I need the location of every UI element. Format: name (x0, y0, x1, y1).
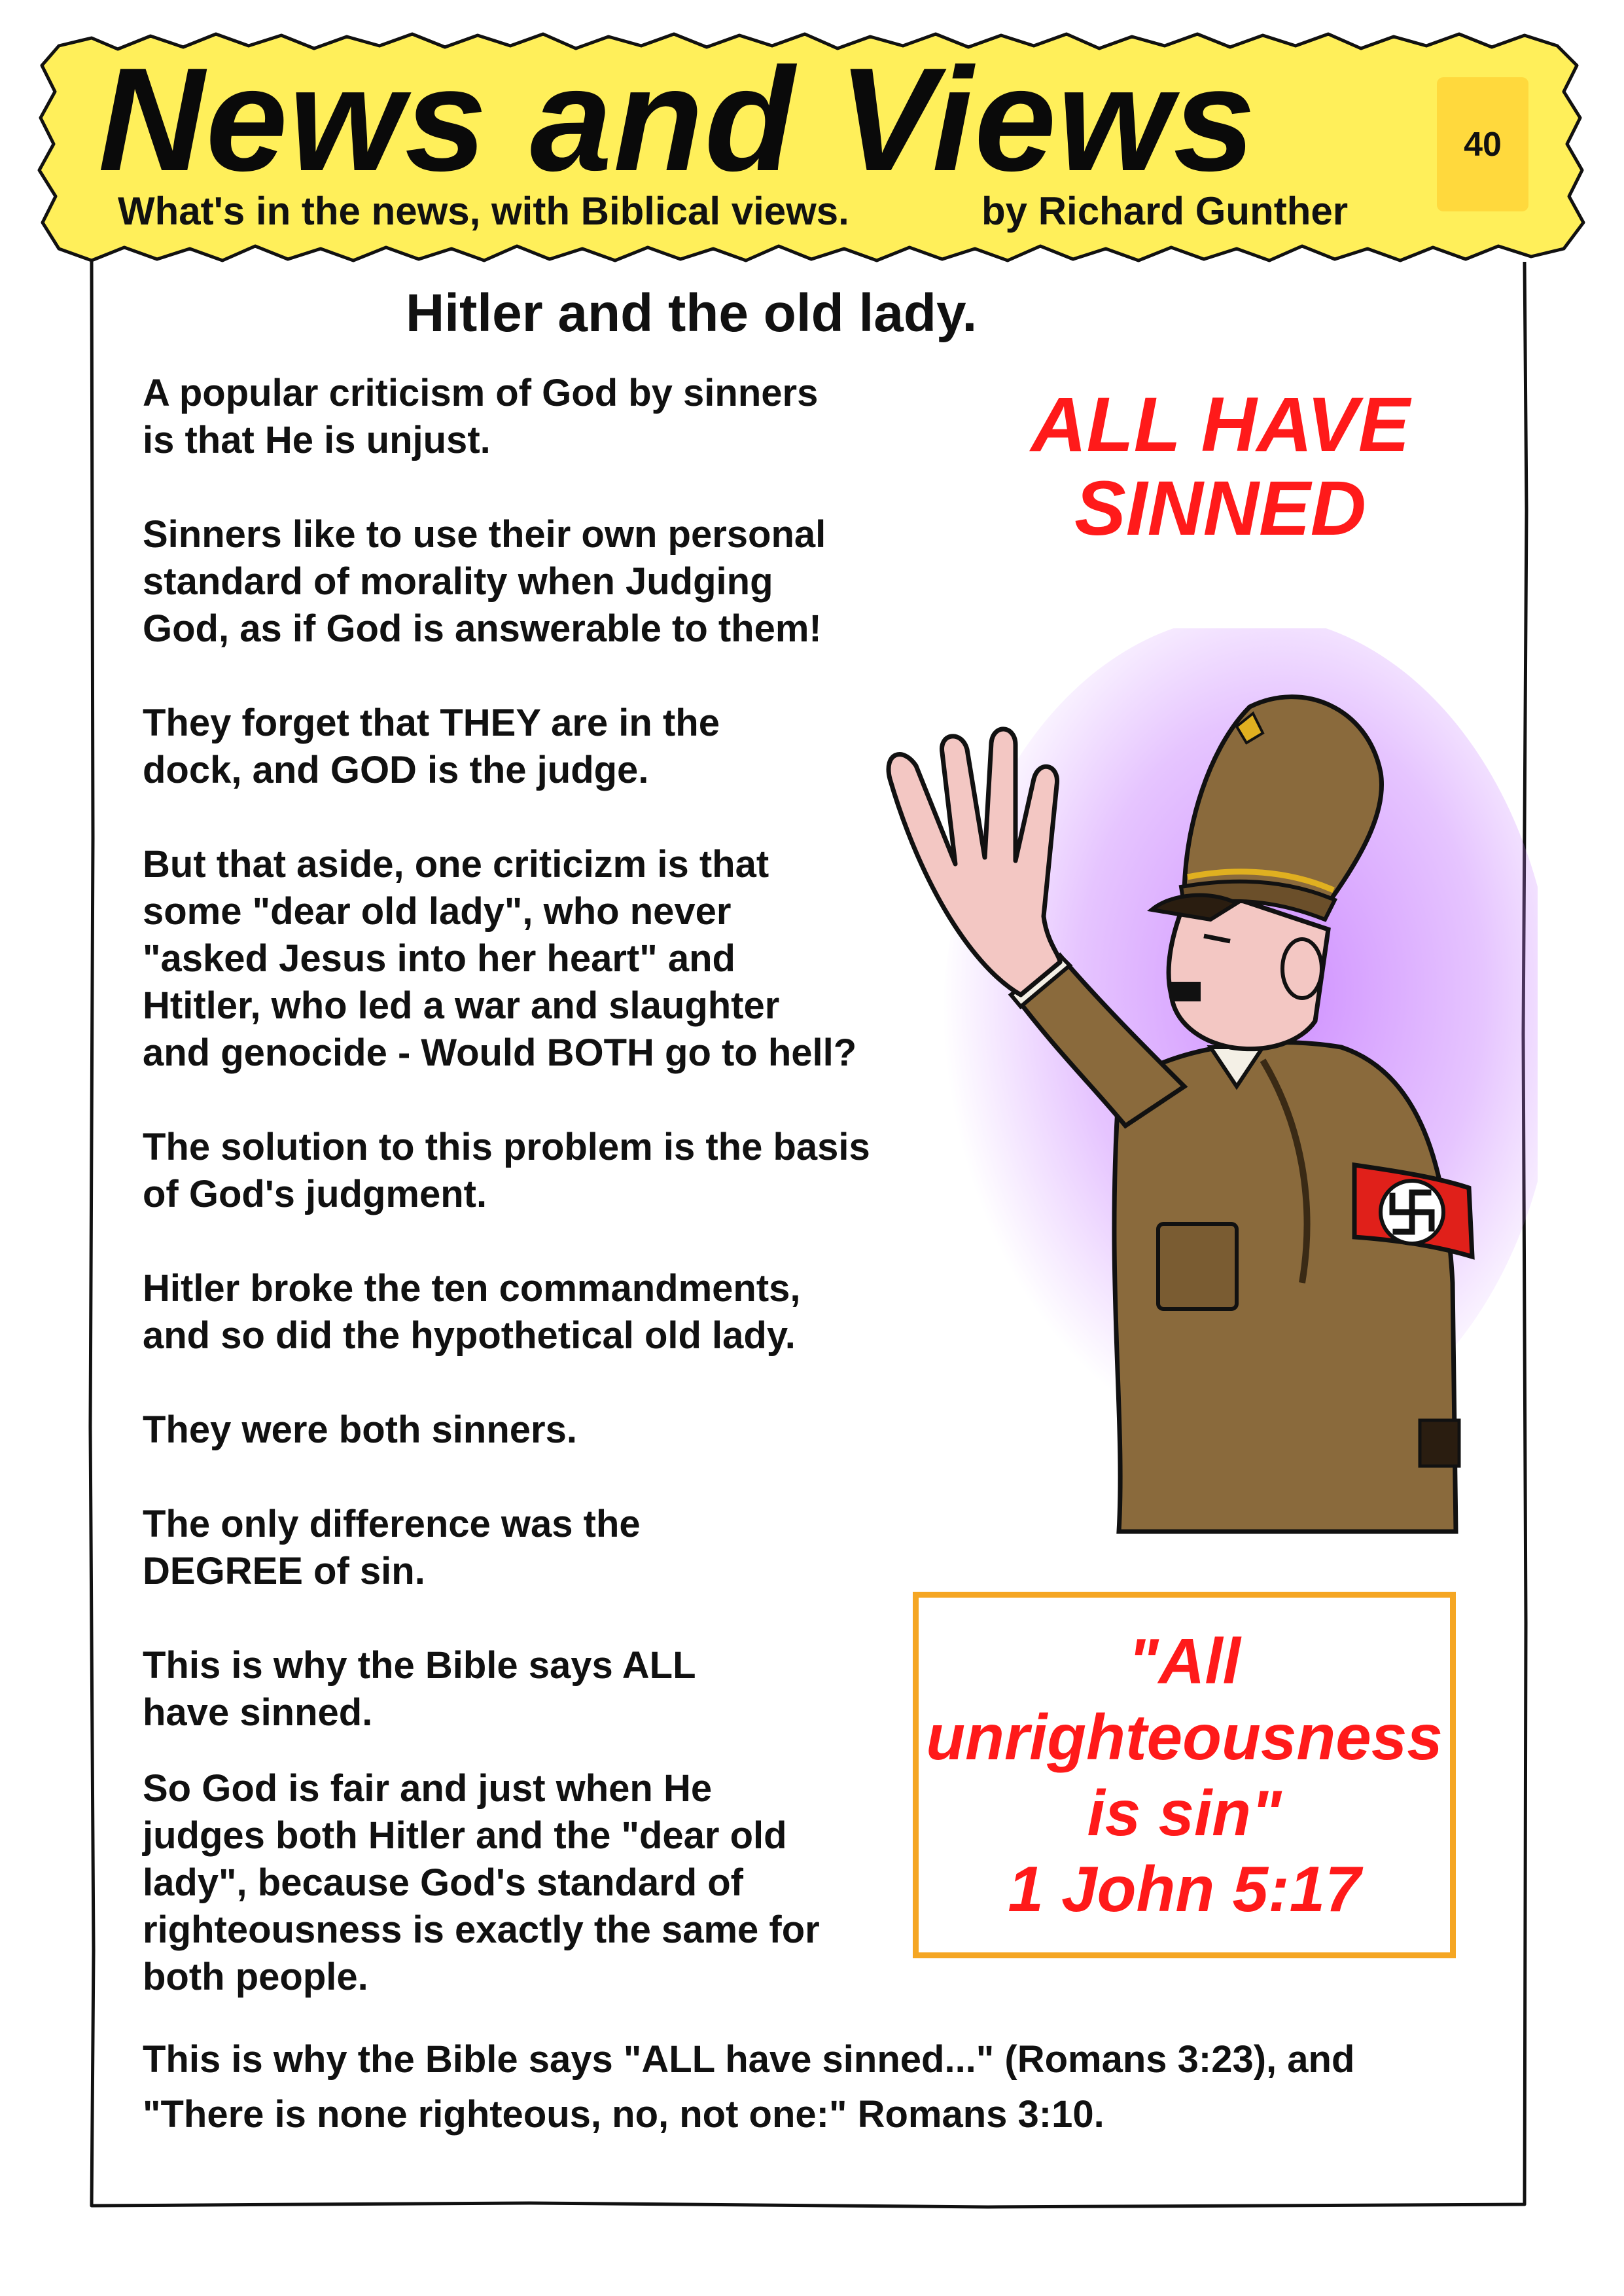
closing-paragraph: This is why the Bible says "ALL have sinned..." (Romans 3:23), and "There is none righteous, no, not one:" Romans 3:10. (143, 2038, 1355, 2136)
quote-line-1: "All (1128, 1625, 1241, 1697)
quote-reference: 1 John 5:17 (1008, 1853, 1361, 1925)
masthead-title: News and Views (98, 37, 1257, 202)
ear (1282, 939, 1322, 998)
article-body (143, 370, 961, 2048)
paragraph-1: A popular criticism of God by sinners is that He is unjust. (143, 372, 819, 461)
scripture-quote-box (913, 1592, 1456, 1958)
paragraph-4: But that aside, one criticizm is that some "dear old lady", who never "asked Jesus into her heart" and Htitler, who led a war and slaughter and genocide - Would BOTH go to hell? (143, 843, 857, 1074)
red-headline: ALL HAVE SINNED (1031, 382, 1410, 552)
saluting-officer-illustration (844, 628, 1538, 1590)
masthead-tagline: What's in the news, with Biblical views. (118, 189, 849, 233)
breast-pocket (1158, 1224, 1237, 1309)
paragraph-8: The only difference was the DEGREE of sin. (143, 1503, 641, 1592)
paragraph-6: Hitler broke the ten commandments, and so did the hypothetical old lady. (143, 1267, 801, 1357)
quote-line-2: unrighteousness (926, 1701, 1443, 1773)
belt-fragment (1420, 1420, 1459, 1466)
quote-line-3: is sin" (1087, 1777, 1282, 1849)
article-title: Hitler and the old lady. (406, 283, 978, 343)
paragraph-7: They were both sinners. (143, 1408, 577, 1451)
paragraph-9: This is why the Bible says ALL have sinned. (143, 1644, 696, 1734)
paragraph-3: They forget that THEY are in the dock, and GOD is the judge. (143, 702, 720, 791)
paragraph-5: The solution to this problem is the basis of God's judgment. (143, 1126, 870, 1215)
masthead-author: by Richard Gunther (981, 189, 1349, 233)
moustache (1171, 982, 1201, 1001)
page-number-badge: 40 (1437, 77, 1528, 211)
paragraph-10: So God is fair and just when He judges both Hitler and the "dear old lady", because God's standard of righteousness is exactly the same for both people. (143, 1767, 820, 1998)
paragraph-2: Sinners like to use their own personal standard of morality when Judging God, as if God is answerable to them! (143, 513, 826, 650)
